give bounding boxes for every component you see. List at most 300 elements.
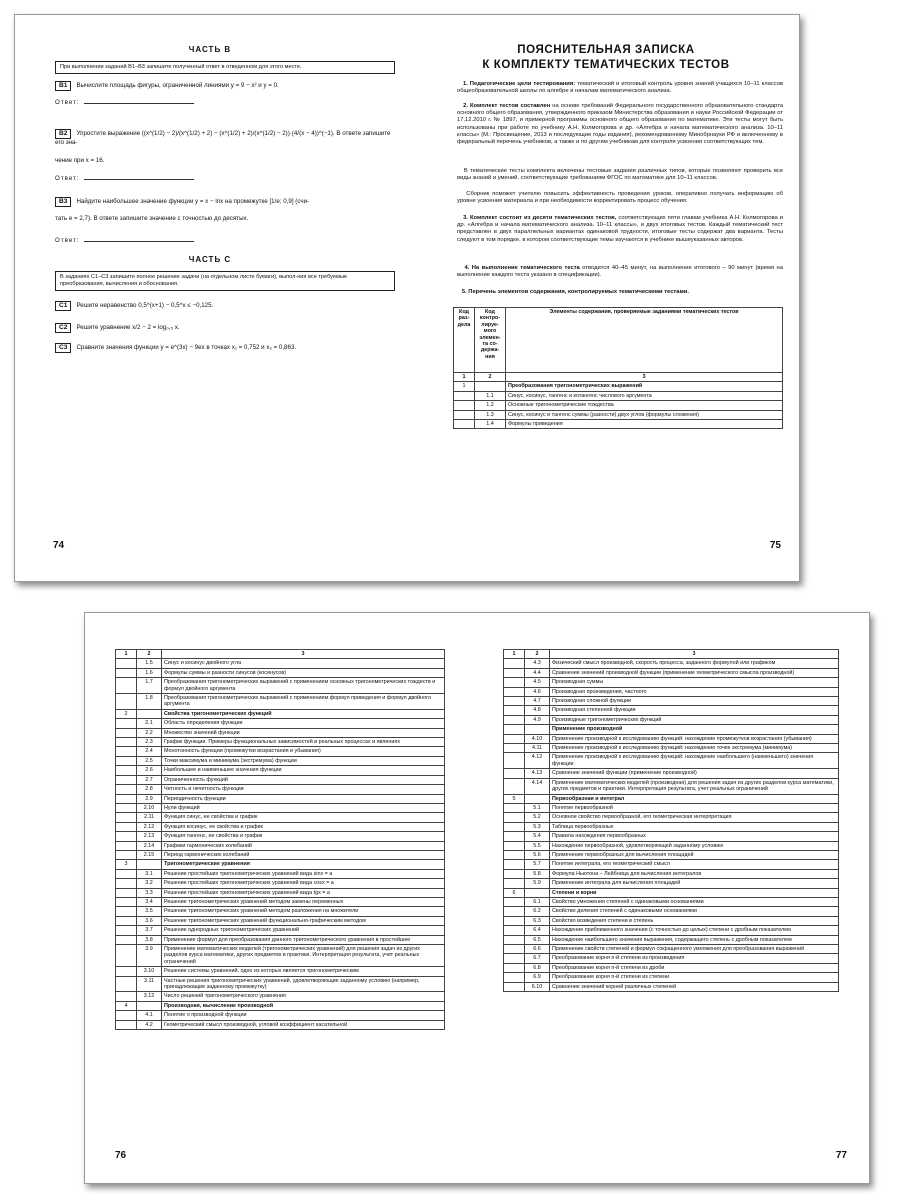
element-code-cell: 4.3 [525,659,550,668]
element-description-cell: Понятие интеграла, его геометрический смысл [550,860,839,869]
section-code-cell [116,945,137,967]
element-description-cell: Область определения функции [162,719,445,728]
section-code-cell [504,850,525,859]
section-code-cell [116,992,137,1001]
section-code-cell [454,391,475,400]
element-code-cell: 4.14 [525,778,550,794]
section-code-cell [504,935,525,944]
column-number: 2 [525,650,550,659]
table-row [116,935,445,944]
element-description-cell: Понятие первообразной [550,803,839,812]
element-description-cell: Нахождение приближенного значения (с точностью до целых) степени с дробным показателем [550,926,839,935]
element-code-cell: 2.12 [137,822,162,831]
section-code-cell [504,734,525,743]
table-row [116,738,445,747]
section-code-cell [116,659,137,668]
table-row [116,897,445,906]
element-description-cell: Наибольшее и наименьшее значения функции [162,766,445,775]
page-number: 75 [769,540,781,551]
element-description-cell: Преобразования тригонометрических выражений с применением основных тригонометрических тождеств и формул двойного аргумента [162,678,445,694]
section-code-cell [116,897,137,906]
section-text: соответствующих пяти главам учебника А.Н. Колмогорова и др. «Алгебра и начала математического анализа. 10–11 классы», и двух итоговых тестов. Каждый тематический тест представлен в двух параллельных вариантах одинаковой трудности, итоговые тесты содержат два варианта. Тесты следуют в том порядке, в котором соответствующие темы изучаются в учебнике вышеуказанных авторов. [457,215,783,243]
table-row [116,709,445,718]
bottom-spread [84,612,870,1184]
column-number: 1 [504,650,525,659]
section-2-para2 [457,168,783,182]
element-code-cell: 5.2 [525,813,550,822]
table-row [116,832,445,841]
table-row [116,1020,445,1029]
element-description-cell: Свойство возведения степени в степень [550,916,839,925]
section-code-cell [116,803,137,812]
table-row [504,706,839,715]
element-code-cell: 4.7 [525,697,550,706]
table-row [504,850,839,859]
element-code-cell: 1.5 [137,659,162,668]
section-code-cell [504,860,525,869]
element-description-cell: Применение производной к исследованию функций: нахождение наибольшего (наименьшего) значения функции [550,753,839,769]
section-code-cell [116,775,137,784]
table-row [504,725,839,734]
column-number: 3 [162,650,445,659]
element-description-cell: Производная степенной функции [550,706,839,715]
section-code-cell [504,678,525,687]
section-code-cell [504,697,525,706]
section-head: 3. Комплект состоит из десяти тематических тестов, [463,215,617,221]
task-text: Сравните значения функции y = e^(3x) − 9ex в точках x₁ = 0,752 и x₂ = 0,863. [76,344,297,351]
section-code-cell [504,907,525,916]
table-row [504,822,839,831]
answer-blank [84,103,194,104]
element-description-cell: Функция синус, ее свойства и график [162,813,445,822]
element-description-cell: Применение формул для преобразования данного тригонометрического уравнения в простейшее [162,935,445,944]
element-description-cell: Решение простейших тригонометрических уравнений вида cosx = a [162,879,445,888]
task-text: Найдите наибольшее значение функции y = x − lnx на промежутке [1/e; 0,9] (счи- [76,198,310,205]
element-description-cell: Синус и косинус двойного угла [162,659,445,668]
section-code-cell: 2 [116,709,137,718]
section-code-cell [504,659,525,668]
element-code-cell: 3.1 [137,869,162,878]
section-text: В тематические тесты комплекта включены тестовые задания различных типов, которые позволяют проверить все виды знаний и умений, соответствующие требованиям ФГОС по математике для 10–11 классов. [457,168,783,182]
table-row [116,945,445,967]
table-row [504,954,839,963]
table-row [504,778,839,794]
table-row [504,668,839,677]
table-row [116,850,445,859]
element-code-cell: 6.9 [525,973,550,982]
element-code-cell [137,1001,162,1010]
table-row [504,813,839,822]
element-description-cell: Формула Ньютона – Лейбница для вычисления интегралов [550,869,839,878]
element-code-cell: 4.10 [525,734,550,743]
top-spread [14,14,800,582]
section-head: 1. Педагогические цели тестирования: [462,81,576,87]
element-description-cell: Четность и нечетность функции [162,785,445,794]
page-number: 76 [115,1150,127,1161]
section-code-cell [504,706,525,715]
column-number: 1 [454,373,475,382]
task-c1 [55,301,395,311]
section-code-cell [116,719,137,728]
element-description-cell: Применение производной к исследованию функций: нахождение промежутков возрастания (убывания) [550,734,839,743]
element-description-cell: Применение математических моделей (производная) для решения задач из других разделов курса математики, других предметов и практики. Интерпретация результата, учет реальных ограничений [550,778,839,794]
element-description-cell: Множество значений функции [162,728,445,737]
element-code-cell [137,709,162,718]
element-description-cell: Формулы приведения [506,420,783,429]
element-code-cell: 2.1 [137,719,162,728]
section-code-cell [504,813,525,822]
task-label: С1 [55,301,71,311]
section-code-cell [116,926,137,935]
table-row [116,888,445,897]
element-description-cell: Решение простейших тригонометрических уравнений вида sinx = a [162,869,445,878]
table-row [504,879,839,888]
element-code-cell: 5.3 [525,822,550,831]
page-title: ПОЯСНИТЕЛЬНАЯ ЗАПИСКА [517,44,695,56]
column-header: Элементы содержания, проверяемые заданиями тематических тестов [506,308,783,373]
page-title-line2: К КОМПЛЕКТУ ТЕМАТИЧЕСКИХ ТЕСТОВ [482,59,730,71]
element-code-cell: 6.7 [525,954,550,963]
answer-blank [84,241,194,242]
element-description-cell: Период гармонических колебаний [162,850,445,859]
element-code-cell: 1.1 [475,391,506,400]
table-row [116,659,445,668]
element-description-cell: Синус, косинус и тангенс суммы (разности) двух углов (формулы сложения) [506,410,783,419]
element-description-cell: График функции. Примеры функциональных зависимостей в реальных процессах и явлениях [162,738,445,747]
element-description-cell: Свойство умножения степеней с одинаковыми основаниями [550,897,839,906]
task-b1 [55,81,395,91]
column-number: 1 [116,650,137,659]
element-code-cell [475,382,506,391]
element-description-cell: Основное свойство первообразной, его геометрическая интерпретация [550,813,839,822]
element-code-cell: 1.7 [137,678,162,694]
table-row [116,860,445,869]
table-row [116,728,445,737]
section-code-cell [504,715,525,724]
element-description-cell: Число решений тригонометрического уравнения [162,992,445,1001]
section-code-cell [504,897,525,906]
section-code-cell [504,687,525,696]
element-description-cell: Физический смысл производной, скорость процесса, заданного формулой или графиком [550,659,839,668]
element-description-cell: Решение однородных тригонометрических уравнений [162,926,445,935]
answer-label: Ответ: [55,99,80,106]
section-code-cell [116,738,137,747]
task-c2 [55,323,395,333]
section-code-cell [504,778,525,794]
element-code-cell: 4.13 [525,769,550,778]
page-74 [15,15,405,581]
table-row [504,963,839,972]
element-code-cell: 1.8 [137,694,162,710]
table-row [116,794,445,803]
element-code-cell: 2.9 [137,794,162,803]
section-code-cell [504,753,525,769]
section-code-cell [504,963,525,972]
table-row [504,888,839,897]
element-code-cell: 6.10 [525,982,550,991]
element-code-cell: 4.6 [525,687,550,696]
element-description-cell: Решение тригонометрических уравнений функционально-графическим методом [162,916,445,925]
element-code-cell: 2.2 [137,728,162,737]
table-row [504,678,839,687]
element-code-cell: 2.8 [137,785,162,794]
section-code-cell [504,916,525,925]
element-description-cell: Функция косинус, ее свойства и график [162,822,445,831]
element-code-cell: 3.12 [137,992,162,1001]
element-description-cell: Таблица первообразных [550,822,839,831]
element-code-cell: 4.12 [525,753,550,769]
section-code-cell [116,756,137,765]
table-row [116,694,445,710]
element-description-cell: Формулы суммы и разности синусов (косинусов) [162,668,445,677]
element-description-cell: Применение производной [550,725,839,734]
element-description-cell: Применение первообразных для вычисления площадей [550,850,839,859]
element-code-cell: 1.4 [475,420,506,429]
element-code-cell: 3.11 [137,976,162,992]
section-2 [457,103,783,146]
section-text: тематический и итоговый контроль уровня знаний учащихся 10–11 классов общеобразовательной школы по алгебре и началам математического анализа. [457,81,783,95]
section-code-cell [116,832,137,841]
element-description-cell: Применение математических моделей (тригонометрических уравнений) для решения задач из других разделов курса математики, других предметов и практики. Интерпретация результата, учет реальных ограничений [162,945,445,967]
element-code-cell: 3.8 [137,935,162,944]
task-c3 [55,343,395,353]
part-b-title: ЧАСТЬ В [188,45,232,54]
part-c-instruction: В заданиях С1–С3 запишите полное решение задачи (на отдельном листе бумаги), выпол-ния все требуемые преобразования, вычисления и обоснования. [55,271,395,291]
section-4 [457,265,783,279]
section-code-cell [116,766,137,775]
element-description-cell: Производная, вычисление производной [162,1001,445,1010]
table-row [116,992,445,1001]
section-code-cell [504,954,525,963]
element-description-cell: Понятие о производной функции [162,1011,445,1020]
element-description-cell: Решение тригонометрических уравнений методом замены переменных [162,897,445,906]
table-row [116,841,445,850]
section-code-cell [116,1011,137,1020]
section-code-cell [504,822,525,831]
section-code-cell [116,869,137,878]
content-table-76 [115,649,445,1030]
element-description-cell: Преобразование корня n-й степени из произведения [550,954,839,963]
table-row [504,744,839,753]
table-row [504,860,839,869]
section-2-para3 [457,191,783,205]
section-code-cell [504,668,525,677]
element-code-cell: 4.4 [525,668,550,677]
table-row [504,753,839,769]
element-code-cell: 3.5 [137,907,162,916]
answer-line [55,99,194,106]
element-code-cell: 2.7 [137,775,162,784]
table-row [504,697,839,706]
element-description-cell: Функция тангенс, ее свойства и график [162,832,445,841]
section-code-cell [504,725,525,734]
answer-line [55,175,194,182]
element-code-cell: 5.7 [525,860,550,869]
element-code-cell: 2.3 [137,738,162,747]
element-description-cell: Синус, косинус, тангенс и котангенс числового аргумента [506,391,783,400]
table-row [116,668,445,677]
element-code-cell: 2.10 [137,803,162,812]
task-label: В2 [55,129,71,139]
element-description-cell: Монотонность функции (промежутки возрастания и убывания) [162,747,445,756]
element-description-cell: Основные тригонометрические тождества [506,401,783,410]
element-code-cell: 5.5 [525,841,550,850]
section-code-cell [454,401,475,410]
element-code-cell [525,725,550,734]
section-code-cell [116,935,137,944]
task-b2-cont: чение при x = 16. [55,157,105,164]
section-1 [457,81,783,95]
element-description-cell: Частные решения тригонометрических уравнений, удовлетворяющие заданному условию (например, принадлежащие заданному промежутку) [162,976,445,992]
element-code-cell: 6.2 [525,907,550,916]
section-code-cell [116,747,137,756]
table-row [504,897,839,906]
element-code-cell: 2.14 [137,841,162,850]
section-code-cell: 6 [504,888,525,897]
table-row [116,766,445,775]
section-code-cell [116,1020,137,1029]
table-row [116,1011,445,1020]
element-description-cell: Применение свойств степеней и формул сокращенного умножения для преобразования выражений [550,945,839,954]
table-row [116,678,445,694]
section-code-cell [504,832,525,841]
element-code-cell: 4.9 [525,715,550,724]
element-description-cell: Решение простейших тригонометрических уравнений вида tgx = a [162,888,445,897]
element-description-cell: Преобразование корня n-й степени из дроби [550,963,839,972]
part-b-instruction: При выполнении заданий В1–В3 запишите полученный ответ в отведенном для этого месте. [55,61,395,74]
element-code-cell: 3.9 [137,945,162,967]
table-row [116,976,445,992]
task-text: Вычислите площадь фигуры, ограниченной линиями y = 9 − x² и y = 0. [76,82,279,89]
element-description-cell: Решение тригонометрических уравнений методом разложения на множители [162,907,445,916]
table-row [504,715,839,724]
element-description-cell: Свойства тригонометрических функций [162,709,445,718]
element-description-cell: Применение интеграла для вычисления площадей [550,879,839,888]
section-code-cell [116,668,137,677]
page-77 [481,613,869,1183]
section-code-cell [116,694,137,710]
task-text: Решите уравнение x/2 − 2 = log₀,₅ x. [76,324,180,331]
element-code-cell: 1.3 [475,410,506,419]
element-code-cell: 3.7 [137,926,162,935]
element-code-cell [525,888,550,897]
section-code-cell [116,678,137,694]
element-code-cell: 3.3 [137,888,162,897]
element-code-cell: 5.9 [525,879,550,888]
section-code-cell [116,967,137,976]
table-row [116,785,445,794]
element-description-cell: Степени и корни [550,888,839,897]
task-text: Упростите выражение ((x^(1/2) − 2)/(x^(1/2) + 2) − (x^(1/2) + 2)/(x^(1/2) − 2))·(4/(x − 4))^(−1). В ответе запишите его зна- [55,130,391,146]
section-code-cell [504,973,525,982]
section-head: 5. Перечень элементов содержания, контролируемых тематическими тестами. [461,289,689,295]
column-number: 3 [506,373,783,382]
content-table-75 [453,307,783,429]
table-row [504,982,839,991]
element-code-cell: 1.6 [137,668,162,677]
element-description-cell: Геометрический смысл производной, угловой коэффициент касательной [162,1020,445,1029]
table-row [116,907,445,916]
section-code-cell [116,916,137,925]
section-code-cell [116,841,137,850]
section-code-cell [454,410,475,419]
table-row [504,841,839,850]
page-number: 74 [53,540,65,551]
table-row [454,420,783,429]
section-code-cell [116,888,137,897]
section-text: на основе требований Федерального государственного образовательного стандарта основного общего образования, утвержденного приказом Министерства образования и науки Российской Федерации от 17.12.2010 г. № 1897, и примерной программы основного общего образования по математике. Эти тесты могут быть использованы при работе по учебнику А.Н. Колмогорова и др. «Алгебра и начала математического анализа. 10–11 классы» (М.: Просвещение, 2013 и последующие годы издания), рекомендованному Минобрнауки РФ и включенному в федеральный перечень учебников, а также и по другим учебникам для контроля усвоения соответствующих тем. [457,103,783,146]
element-code-cell: 5.1 [525,803,550,812]
element-code-cell: 4.5 [525,678,550,687]
section-text: Сборник поможет учителю повысить эффективность проведения уроков, оперативно получать информацию об уровне усвоения материала и при необходимости корректировать процесс обучения. [457,191,783,205]
table-row [504,935,839,944]
element-code-cell: 1.2 [475,401,506,410]
element-description-cell: Тригонометрические уравнения [162,860,445,869]
element-code-cell: 5.6 [525,850,550,859]
section-code-cell [504,769,525,778]
element-description-cell: Сравнение значений функции (применение производной) [550,769,839,778]
section-code-cell [116,822,137,831]
part-c-title: ЧАСТЬ С [188,255,232,264]
element-description-cell: Ограниченность функций [162,775,445,784]
column-number: 2 [475,373,506,382]
element-code-cell: 6.6 [525,945,550,954]
element-code-cell: 6.1 [525,897,550,906]
section-code-cell [504,869,525,878]
section-code-cell [504,744,525,753]
section-code-cell: 4 [116,1001,137,1010]
section-code-cell: 1 [454,382,475,391]
section-code-cell [116,976,137,992]
element-code-cell: 2.13 [137,832,162,841]
element-code-cell: 4.1 [137,1011,162,1020]
element-code-cell: 4.8 [525,706,550,715]
element-description-cell: Нахождение первообразной, удовлетворяющей заданному условию [550,841,839,850]
section-head: 2. Комплект тестов составлен [463,103,551,109]
section-code-cell [116,813,137,822]
element-code-cell [525,794,550,803]
table-row [116,869,445,878]
table-row [116,719,445,728]
page-number: 77 [835,1150,847,1161]
section-code-cell [116,879,137,888]
table-row [116,756,445,765]
answer-blank [84,179,194,180]
column-header: Код контро-лируе-мого элемен-та со-держа-ния [475,308,506,373]
element-description-cell: Производные тригонометрических функций [550,715,839,724]
section-head: 4. На выполнение тематического теста [464,265,580,271]
section-code-cell [504,982,525,991]
table-row [454,410,783,419]
element-code-cell: 2.11 [137,813,162,822]
section-text: отводится 40–45 минут, на выполнение итогового – 90 минут (время на выполнение каждого теста указано в спецификации). [457,265,783,279]
section-code-cell [504,945,525,954]
section-code-cell [116,850,137,859]
element-code-cell: 5.4 [525,832,550,841]
table-row [504,803,839,812]
table-row [504,734,839,743]
section-5 [457,289,783,296]
element-code-cell: 3.10 [137,967,162,976]
section-3 [457,215,783,244]
element-description-cell: Производная произведения, частного [550,687,839,696]
page-75 [413,15,799,581]
element-code-cell: 5.8 [525,869,550,878]
section-code-cell [116,728,137,737]
section-code-cell [504,926,525,935]
task-b2 [55,129,395,147]
answer-label: Ответ: [55,175,80,182]
